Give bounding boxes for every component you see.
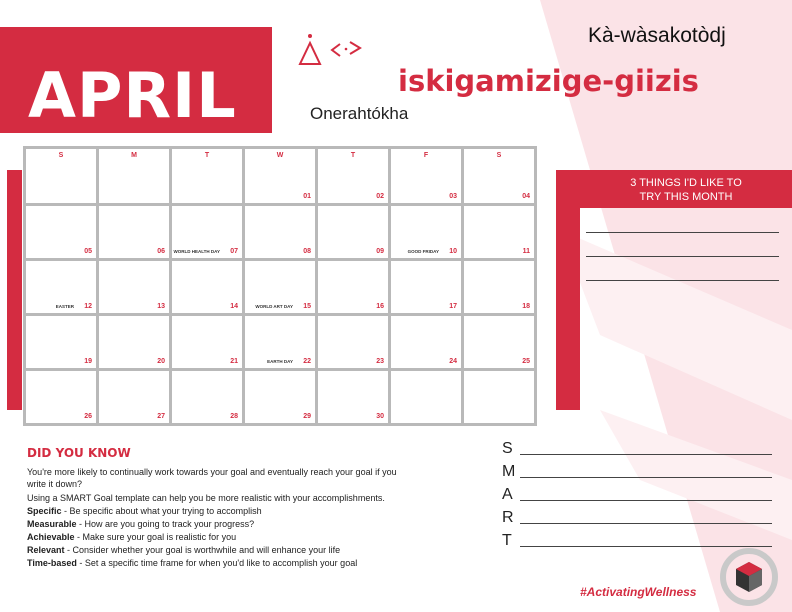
smart-description: - Be specific about what your trying to accomplish	[61, 506, 262, 516]
calendar-day-cell	[317, 205, 390, 260]
day-number: 19	[84, 358, 92, 365]
day-number: 14	[230, 303, 238, 310]
calendar-day-cell	[25, 260, 98, 315]
smart-writing-line[interactable]	[520, 546, 772, 547]
calendar-day-cell	[98, 370, 171, 425]
calendar-day-cell	[98, 148, 171, 205]
calendar-day-cell	[244, 370, 317, 425]
day-number: 28	[230, 413, 238, 420]
calendar-day-cell	[390, 260, 463, 315]
month-name-mohawk: Onerahtókha	[310, 104, 409, 123]
weekday-label: F	[423, 152, 429, 159]
day-number: 05	[84, 248, 92, 255]
weekday-label: T	[204, 152, 210, 159]
day-event: WORLD HEALTH DAY	[173, 249, 220, 254]
weekday-label: M	[131, 152, 137, 159]
calendar-day-cell	[244, 205, 317, 260]
isow-logo-icon	[718, 548, 780, 606]
day-number: 07	[230, 248, 238, 255]
dyk-intro-line3: Using a SMART Goal template can help you be more realistic with your accomplishments.	[27, 493, 385, 503]
month-name-cree: iskigamizige-giizis	[398, 64, 699, 98]
day-number: 15	[303, 303, 311, 310]
smart-writing-line[interactable]	[520, 500, 772, 501]
smart-definition	[27, 544, 340, 556]
things-line-1[interactable]	[586, 232, 779, 233]
day-number: 17	[449, 303, 457, 310]
month-banner	[0, 27, 272, 133]
day-number: 12	[84, 303, 92, 310]
things-header	[580, 170, 792, 208]
calendar-day-cell	[244, 260, 317, 315]
month-name-anishinaabe: Kà-wàsakotòdj	[588, 24, 726, 47]
smart-description: - Make sure your goal is realistic for you	[74, 532, 237, 542]
smart-definition	[27, 505, 262, 517]
calendar-day-cell	[171, 148, 244, 205]
calendar-day-cell	[244, 148, 317, 205]
day-number: 26	[84, 413, 92, 420]
left-accent-bar	[7, 170, 22, 410]
things-header-line2: TRY THIS MONTH	[639, 191, 733, 203]
day-number: 23	[376, 358, 384, 365]
calendar-day-cell	[244, 315, 317, 370]
weekday-label: W	[276, 152, 284, 159]
day-number: 21	[230, 358, 238, 365]
calendar-day-cell	[171, 205, 244, 260]
day-number: 03	[449, 193, 457, 200]
calendar-day-cell	[25, 148, 98, 205]
day-number: 29	[303, 413, 311, 420]
calendar-day-cell	[463, 260, 536, 315]
day-number: 16	[376, 303, 384, 310]
day-number: 25	[522, 358, 530, 365]
smart-term: Measurable	[27, 519, 77, 529]
did-you-know-title: DID YOU KNOW	[27, 446, 131, 460]
smart-definition	[27, 518, 254, 530]
day-number: 30	[376, 413, 384, 420]
calendar-day-cell	[25, 370, 98, 425]
weekday-label: S	[58, 152, 64, 159]
calendar-day-cell	[463, 148, 536, 205]
smart-writing-line[interactable]	[520, 454, 772, 455]
calendar-day-cell	[25, 315, 98, 370]
calendar-day-cell	[463, 315, 536, 370]
day-event: WORLD ART DAY	[255, 304, 293, 309]
calendar-grid	[23, 146, 537, 426]
things-accent-bar	[556, 170, 580, 410]
calendar-day-cell	[317, 148, 390, 205]
calendar-day-cell	[390, 370, 463, 425]
day-number: 10	[449, 248, 457, 255]
day-event: EARTH DAY	[267, 359, 293, 364]
smart-term: Specific	[27, 506, 62, 516]
calendar-day-cell	[317, 315, 390, 370]
day-number: 11	[522, 248, 530, 255]
calendar-day-cell	[98, 260, 171, 315]
calendar-day-cell	[390, 315, 463, 370]
smart-writing-line[interactable]	[520, 523, 772, 524]
smart-term: Relevant	[27, 545, 65, 555]
day-number: 18	[522, 303, 530, 310]
dyk-intro-line2: write it down?	[27, 479, 83, 489]
day-event: GOOD FRIDAY	[407, 249, 439, 254]
dyk-intro-line1: You're more likely to continually work towards your goal and eventually reach your goal if you	[27, 467, 397, 477]
calendar-day-cell	[171, 315, 244, 370]
day-number: 02	[376, 193, 384, 200]
day-number: 01	[303, 193, 311, 200]
weekday-label: T	[350, 152, 356, 159]
day-number: 20	[157, 358, 165, 365]
hashtag: #ActivatingWellness	[580, 585, 697, 599]
day-number: 27	[157, 413, 165, 420]
smart-writing-line[interactable]	[520, 477, 772, 478]
day-number: 04	[522, 193, 530, 200]
calendar-day-cell	[25, 205, 98, 260]
smart-definition	[27, 531, 236, 543]
smart-description: - Set a specific time frame for when you'd like to accomplish your goal	[76, 558, 358, 568]
smart-term: Achievable	[27, 532, 75, 542]
day-number: 08	[303, 248, 311, 255]
calendar-day-cell	[317, 370, 390, 425]
calendar-day-cell	[463, 370, 536, 425]
things-header-line1: 3 THINGS I'D LIKE TO	[630, 177, 742, 189]
smart-letter: A	[502, 486, 513, 503]
smart-letter: T	[502, 532, 512, 549]
smart-letter: S	[502, 440, 513, 457]
day-number: 09	[376, 248, 384, 255]
smart-term: Time-based	[27, 558, 77, 568]
calendar-day-cell	[463, 205, 536, 260]
day-number: 22	[303, 358, 311, 365]
calendar-day-cell	[98, 315, 171, 370]
calendar-day-cell	[171, 260, 244, 315]
calendar-day-cell	[317, 260, 390, 315]
smart-letter: M	[502, 463, 516, 480]
smart-description: - How are you going to track your progress?	[76, 519, 255, 529]
smart-definition	[27, 557, 357, 569]
calendar-day-cell	[390, 205, 463, 260]
day-number: 13	[157, 303, 165, 310]
day-number: 24	[449, 358, 457, 365]
month-title: APRIL	[28, 59, 237, 132]
things-line-2[interactable]	[586, 256, 779, 257]
calendar-day-cell	[390, 148, 463, 205]
smart-letter: R	[502, 509, 514, 526]
calendar-day-cell	[98, 205, 171, 260]
day-event: EASTER	[55, 304, 74, 309]
calendar-day-cell	[171, 370, 244, 425]
day-number: 06	[157, 248, 165, 255]
smart-description: - Consider whether your goal is worthwhile and will enhance your life	[64, 545, 341, 555]
things-line-3[interactable]	[586, 280, 779, 281]
syllabics-glyph-icon	[296, 32, 371, 72]
weekday-label: S	[496, 152, 502, 159]
